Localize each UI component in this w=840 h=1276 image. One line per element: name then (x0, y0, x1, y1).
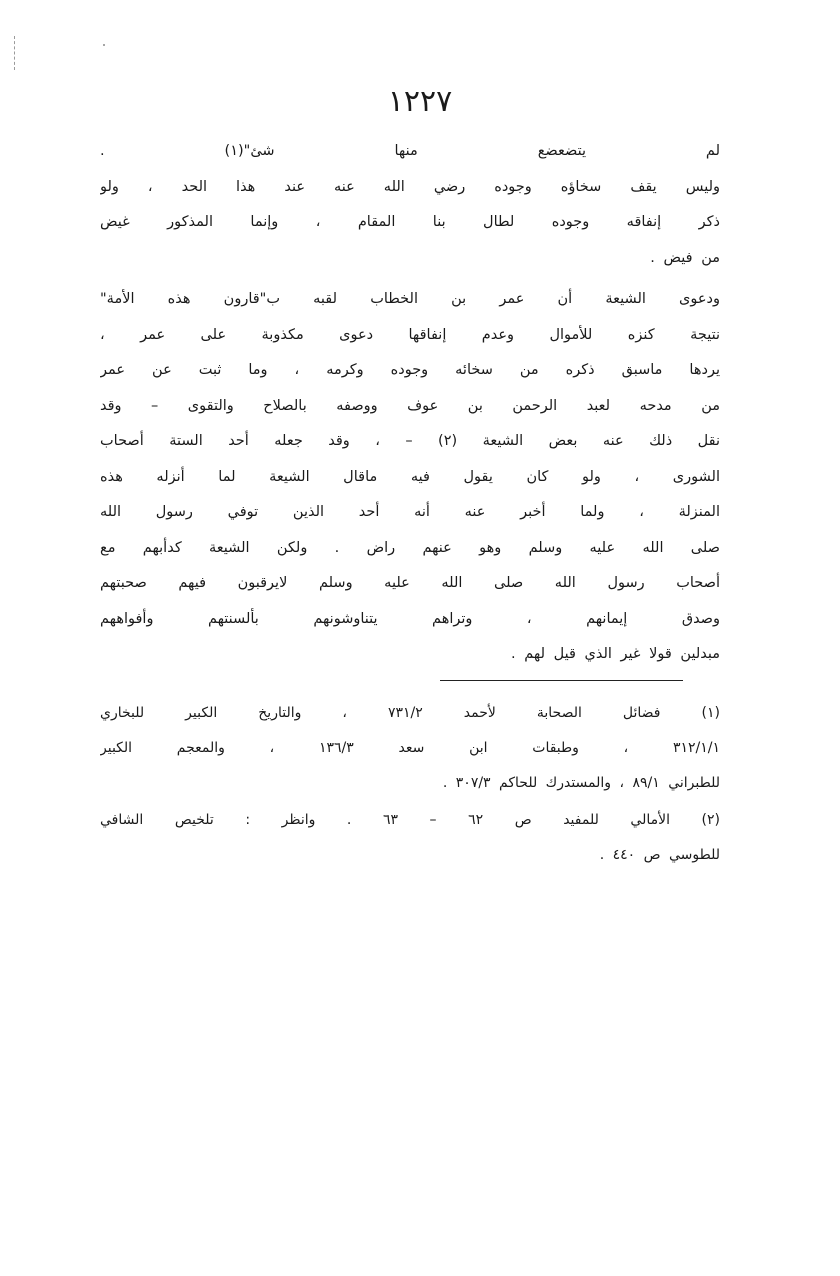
footnotes (100, 696, 720, 873)
body-line: نتيجة كنزه للأموال وعدم إنفاقها دعوى مكذوبة على عمر ، (100, 326, 720, 343)
footnote-line: للطبراني ٨٩/١ ، والمستدرك للحاكم ٣٠٧/٣ . (442, 775, 720, 791)
body-line: مبدلين قولا غير الذي قيل لهم . (511, 646, 720, 662)
body-line: الشورى ، ولو كان يقول فيه ماقال الشيعة لما أنزله هذه (100, 468, 720, 485)
page-number: ١٢٢٧ (387, 84, 453, 119)
body-text (100, 134, 720, 673)
footnote-line: (١) فضائل الصحابة لأحمد ٧٣١/٢ ، والتاريخ الكبير للبخاري (100, 705, 720, 721)
body-line: من مدحه لعبد الرحمن بن عوف ووصفه بالصلاح والتقوى – وقد (100, 397, 720, 414)
body-line: وليس يقف سخاؤه وجوده رضي الله عنه عند هذا الحد ، ولو (100, 178, 720, 195)
body-line: نقل ذلك عنه بعض الشيعة (٢) – ، وقد جعله أحد الستة أصحاب (100, 433, 720, 449)
footnote-line: للطوسي ص ٤٤٠ . (599, 847, 720, 863)
body-line: يردها ماسبق ذكره من سخائه وجوده وكرمه ، وما ثبت عن عمر (100, 362, 720, 378)
body-line: ودعوى الشيعة أن عمر بن الخطاب لقبه ب"قارون هذه الأمة" (100, 291, 720, 307)
footnote-separator (440, 680, 683, 681)
footnote-line: ٣١٢/١/١ ، وطبقات ابن سعد ١٣٦/٣ ، والمعجم الكبير (100, 740, 720, 756)
scan-speck (103, 44, 105, 46)
body-line: المنزلة ، ولما أخبر عنه أنه أحد الذين توفي رسول الله (100, 504, 720, 520)
body-line: ذكر إنفاقه وجوده لطال بنا المقام ، وإنما المذكور غيض (100, 214, 720, 230)
scan-edge-mark (14, 36, 16, 70)
body-line: أصحاب رسول الله صلى الله عليه وسلم لايرقبون فيهم صحبتهم (100, 575, 720, 591)
body-line: وصدق إيمانهم ، وتراهم يتناوشونهم بألسنتهم وأفواههم (100, 610, 720, 627)
body-line: لم يتضعضع منها شئ"(١) . (100, 143, 720, 159)
body-line: من فيض . (650, 249, 720, 266)
body-line: صلى الله عليه وسلم وهو عنهم راض . ولكن الشيعة كدأبهم مع (100, 539, 720, 556)
footnote-line: (٢) الأمالي للمفيد ص ٦٢ – ٦٣ . وانظر : تلخيص الشافي (100, 812, 720, 828)
